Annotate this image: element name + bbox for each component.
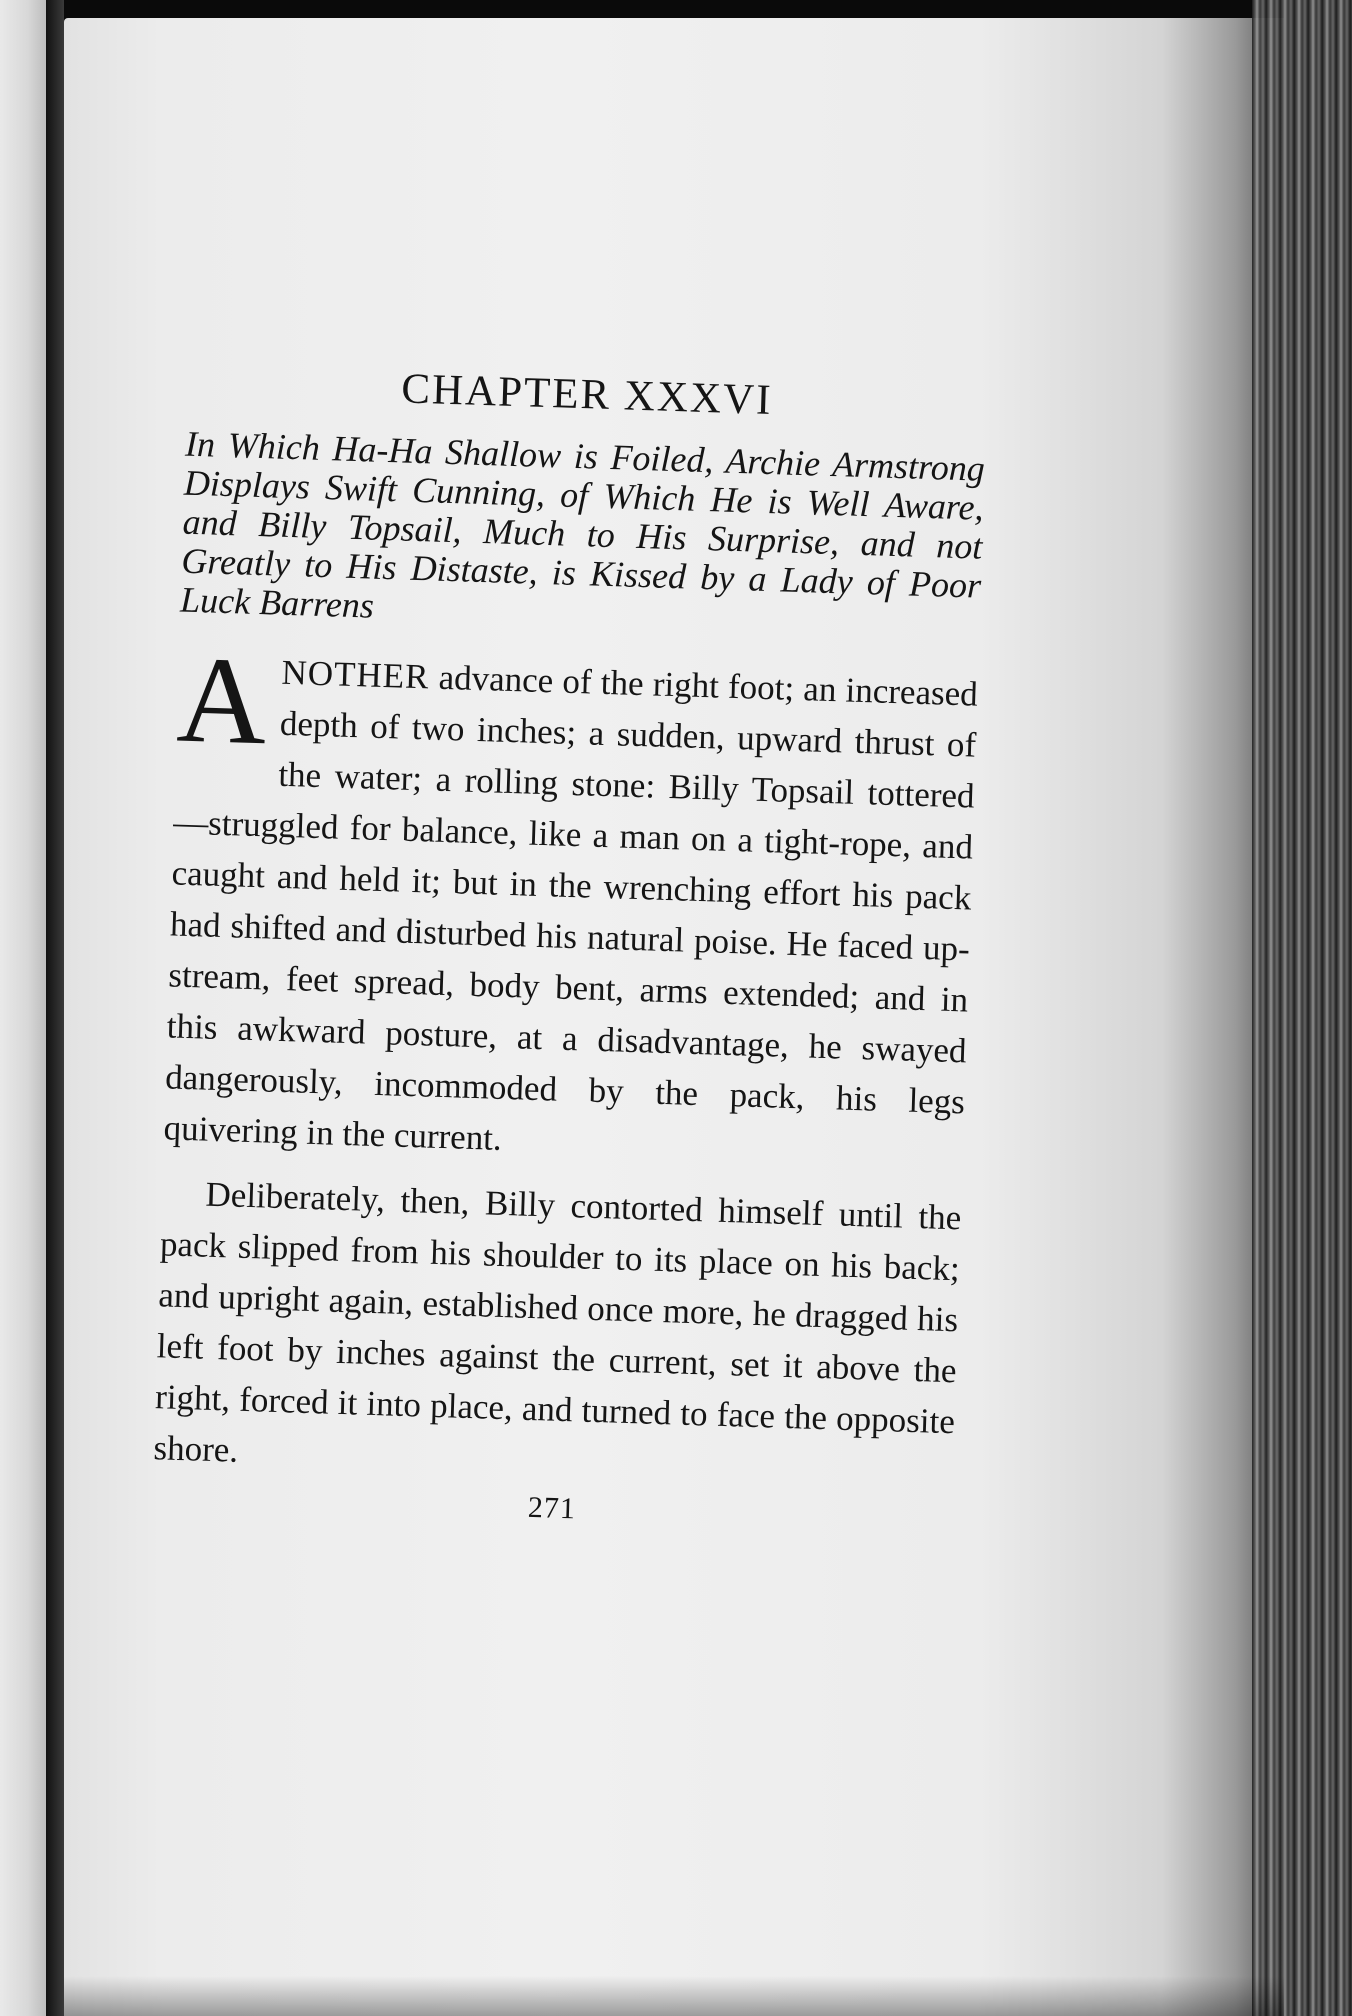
page-number: 271 xyxy=(527,1490,577,1526)
paragraph-1-text: advance of the right foot; an increased depth of two inches; a sudden, upward thrust of the water; a rolling stone: Billy Topsail tottered—struggled for balance, like a man on a tight-rope, and caught and held it; but in the wrenching effort his pack had shifted and disturbed his natural poise. He faced up-stream, feet spread, body bent, arms extended; and in this awkward posture, at a disadvantage, he swayed dangerously, incommoded by the pack, his legs quivering in the current. xyxy=(163,657,979,1158)
chapter-subtitle: In Which Ha-Ha Shallow is Foiled, Archie Armstrong Displays Swift Cunning, of Which He is Well Aware, and Billy Topsail, Much to His Surprise, and not Greatly to His Distaste, is Kissed by a Lady of Poor Luck Barrens xyxy=(179,423,986,626)
paragraph-1 xyxy=(163,630,979,1179)
lead-word: NOTHER xyxy=(281,652,431,697)
page-bottom-shadow xyxy=(64,1976,1284,2016)
book-gutter xyxy=(46,0,64,2016)
drop-cap: A xyxy=(175,630,269,771)
facing-page-edge xyxy=(0,0,46,2016)
page-text-block xyxy=(152,358,988,1539)
page-stack-edge xyxy=(1252,0,1352,2016)
paragraph-2: Deliberately, then, Billy contorted himself until the pack slipped from his shoulder to its place on his back; and upright again, established once more, he dragged his left foot by inches against the current, set it above the right, forced it into place, and turned to face the opposite shore. xyxy=(153,1174,962,1470)
chapter-title: CHAPTER XXXVI xyxy=(400,365,774,425)
